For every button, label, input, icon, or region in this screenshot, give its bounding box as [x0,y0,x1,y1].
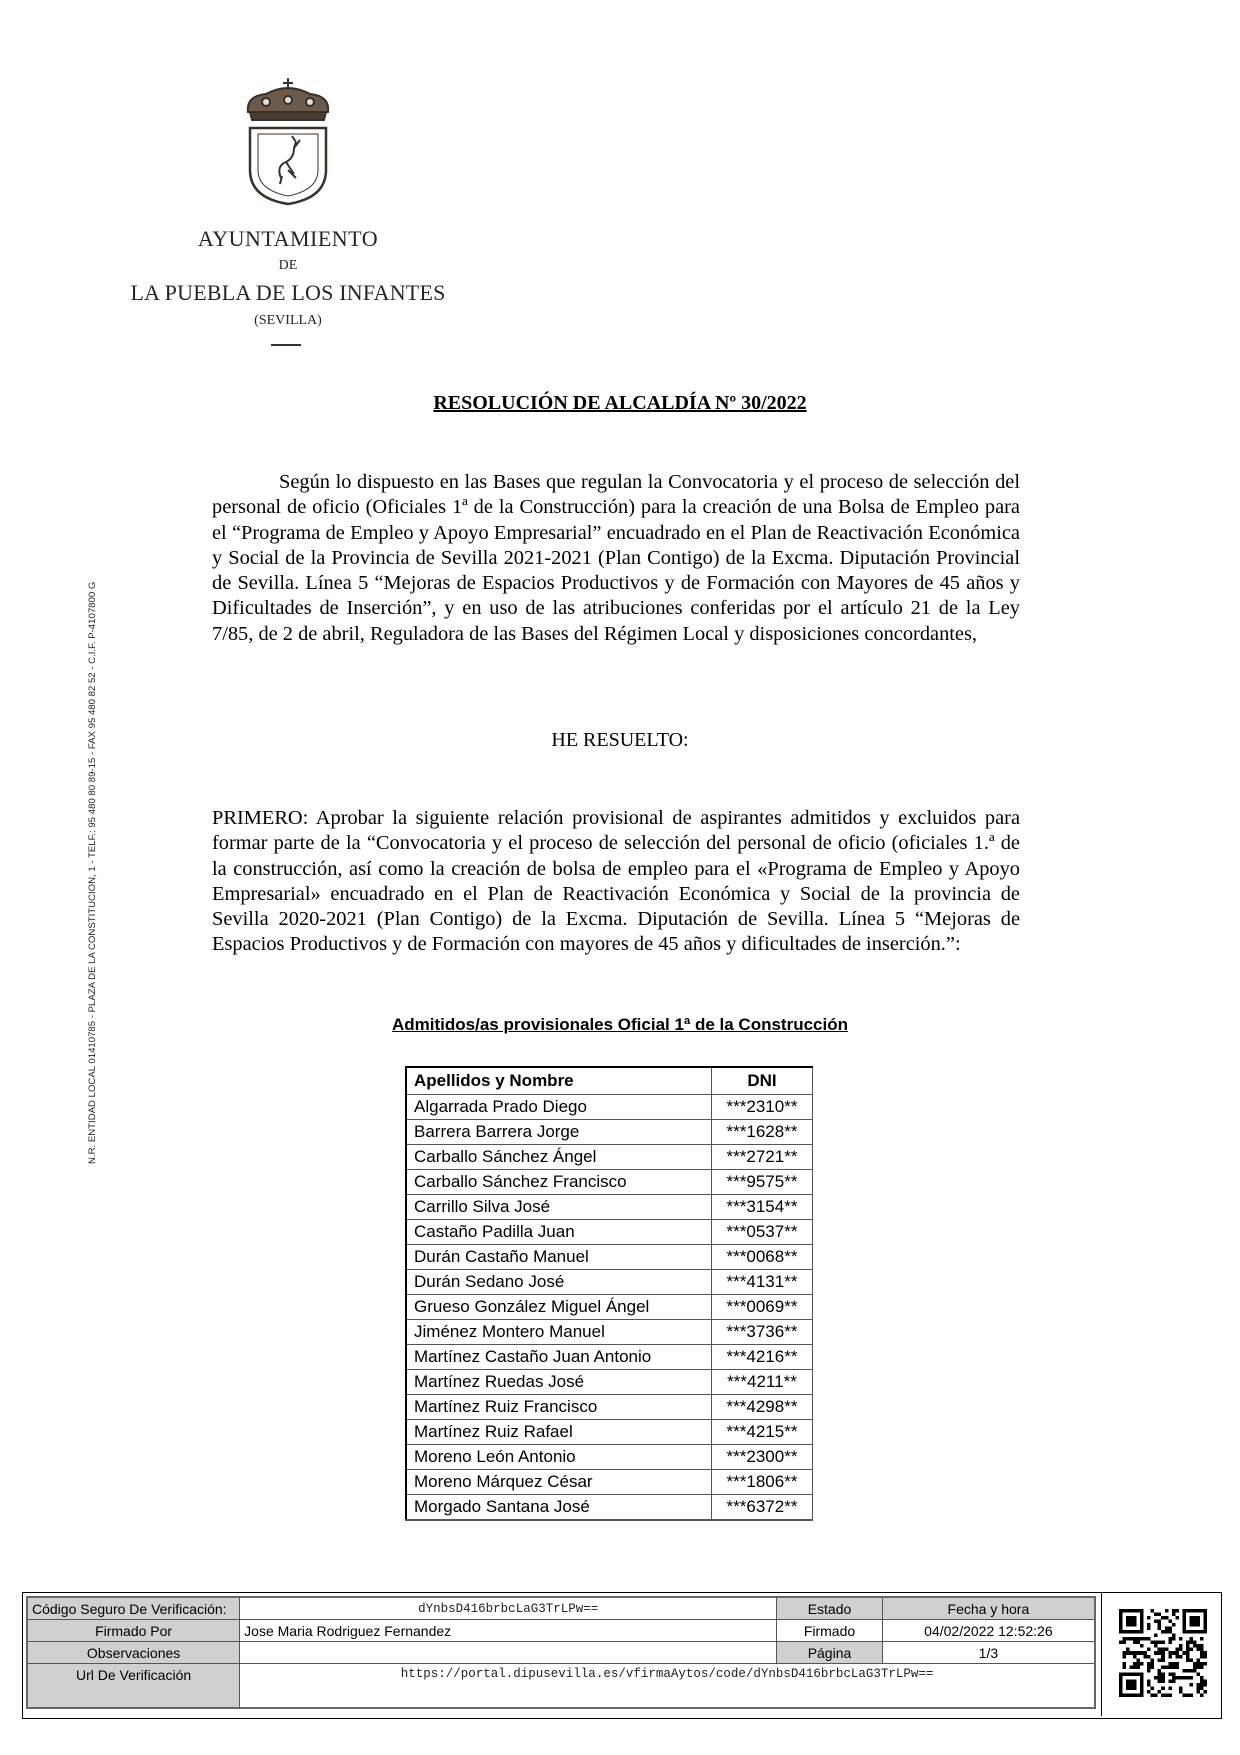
applicant-dni: ***4216** [712,1345,813,1370]
document-title-text: RESOLUCIÓN DE ALCALDÍA Nº 30/2022 [433,392,807,414]
applicant-name: Carrillo Silva José [406,1195,712,1220]
pagina-value: 1/3 [882,1642,1095,1664]
applicant-name: Martínez Ruiz Rafael [406,1420,712,1445]
url-value[interactable]: https://portal.dipusevilla.es/vfirmaAytos/code/dYnbsD416brbcLaG3TrLPw== [240,1664,1095,1709]
applicant-name: Martínez Castaño Juan Antonio [406,1345,712,1370]
letterhead-line-2: DE [278,258,298,273]
table-row [406,1345,813,1370]
applicant-dni: ***3154** [712,1195,813,1220]
applicant-name: Moreno León Antonio [406,1445,712,1470]
letterhead-line-3: LA PUEBLA DE LOS INFANTES [130,280,446,305]
estado-value: Firmado [777,1620,883,1642]
applicant-dni: ***4298** [712,1395,813,1420]
applicant-dni: ***0068** [712,1245,813,1270]
observaciones-label: Observaciones [27,1642,240,1664]
applicant-name: Durán Castaño Manuel [406,1245,712,1270]
signature-table [26,1596,1096,1709]
csv-label: Código Seguro De Verificación: [27,1597,240,1620]
applicant-dni: ***2721** [712,1145,813,1170]
intro-paragraph: Según lo dispuesto en las Bases que regulan la Convocatoria y el proceso de selección del personal de oficio (Oficiales 1ª de la Construcción) para la creación de una Bolsa de Empleo para el “Programa de Empleo y Apoyo Empresarial” encuadrado en el Plan de Reactivación Económica y Social de la Provincia de Sevilla 2021-2021 (Plan Contigo) de la Excma. Diputación Provincial de Sevilla. Línea 5 “Mejoras de Espacios Productivos y de Formación con Mayores de 45 años y Dificultades de Inserción”, y en uso de las atribuciones conferidas por el artículo 21 de la Ley 7/85, de 2 de abril, Reguladora de las Bases del Régimen Local y disposiciones concordantes, [212,471,1020,645]
applicant-dni: ***0537** [712,1220,813,1245]
table-row [406,1420,813,1445]
applicant-name: Martínez Ruiz Francisco [406,1395,712,1420]
applicant-name: Grueso González Miguel Ángel [406,1295,712,1320]
applicant-name: Jiménez Montero Manuel [406,1320,712,1345]
applicant-dni: ***1628** [712,1120,813,1145]
admitted-table [405,1066,813,1521]
applicant-name: Castaño Padilla Juan [406,1220,712,1245]
estado-label: Estado [777,1597,883,1620]
table-row [406,1370,813,1395]
header-dni: DNI [712,1067,813,1095]
document-title [200,392,1040,415]
admitted-list-title [200,1015,1040,1035]
table-row [406,1445,813,1470]
applicant-name: Carballo Sánchez Ángel [406,1145,712,1170]
applicant-dni: ***9575** [712,1170,813,1195]
letterhead-line-4: (SEVILLA) [254,313,322,328]
csv-value: dYnbsD416brbcLaG3TrLPw== [240,1597,777,1620]
table-row [406,1170,813,1195]
signature-footer [22,1592,1222,1719]
applicant-dni: ***0069** [712,1295,813,1320]
table-row [406,1270,813,1295]
table-row [406,1195,813,1220]
observaciones-value [240,1642,777,1664]
applicant-dni: ***6372** [712,1495,813,1521]
applicant-name: Moreno Márquez César [406,1470,712,1495]
fecha-value: 04/02/2022 12:52:26 [882,1620,1095,1642]
pagina-label: Página [777,1642,883,1664]
applicant-dni: ***1806** [712,1470,813,1495]
applicant-dni: ***3736** [712,1320,813,1345]
fecha-label: Fecha y hora [882,1597,1095,1620]
qr-box [1101,1593,1220,1716]
applicant-name: Barrera Barrera Jorge [406,1120,712,1145]
applicant-dni: ***4131** [712,1270,813,1295]
applicant-name: Algarrada Prado Diego [406,1095,712,1120]
qr-code-icon [1119,1609,1207,1697]
applicant-dni: ***2310** [712,1095,813,1120]
table-row [406,1320,813,1345]
resolution-heading: HE RESUELTO: [551,729,689,751]
table-row [406,1120,813,1145]
firmado-por-value: Jose Maria Rodriguez Fernandez [240,1620,777,1642]
table-row [406,1095,813,1120]
table-row [406,1220,813,1245]
header-name: Apellidos y Nombre [406,1067,712,1095]
table-row [406,1395,813,1420]
applicant-name: Carballo Sánchez Francisco [406,1170,712,1195]
letterhead-divider [271,344,301,346]
admitted-list-title-text: Admitidos/as provisionales Oficial 1ª de la Construcción [392,1015,848,1034]
coat-of-arms-icon [236,78,340,206]
applicant-name: Martínez Ruedas José [406,1370,712,1395]
table-row [406,1495,813,1521]
table-row [406,1245,813,1270]
table-row [406,1295,813,1320]
table-row [406,1470,813,1495]
firmado-por-label: Firmado Por [27,1620,240,1642]
letterhead-line-1: AYUNTAMIENTO [197,226,379,251]
admitted-table-header [406,1067,813,1095]
side-contact-text: N.R. ENTIDAD LOCAL 01410785 - PLAZA DE LA CONSTITUCION, 1 - TELF.: 95 480 80 89-15 - FAX 95 480 82 52 - C.I.F. P-4107800 G [87,581,98,1164]
applicant-name: Durán Sedano José [406,1270,712,1295]
applicant-dni: ***4211** [712,1370,813,1395]
applicant-dni: ***2300** [712,1445,813,1470]
applicant-dni: ***4215** [712,1420,813,1445]
table-row [406,1145,813,1170]
url-label: Url De Verificación [27,1664,240,1709]
primero-paragraph: PRIMERO: Aprobar la siguiente relación provisional de aspirantes admitidos y excluidos para formar parte de la “Convocatoria y el proceso de selección del personal de oficio (oficiales 1.ª de la construcción, así como la creación de bolsa de empleo para el «Programa de Empleo y Apoyo Empresarial» encuadrado en el Plan de Reactivación Económica y Social de la provincia de Sevilla 2020-2021 (Plan Contigo) de la Excma. Diputación de Sevilla. Línea 5 “Mejoras de Espacios Productivos y de Formación con mayores de 45 años y dificultades de inserción.”: [212,807,1020,956]
applicant-name: Morgado Santana José [406,1495,712,1521]
